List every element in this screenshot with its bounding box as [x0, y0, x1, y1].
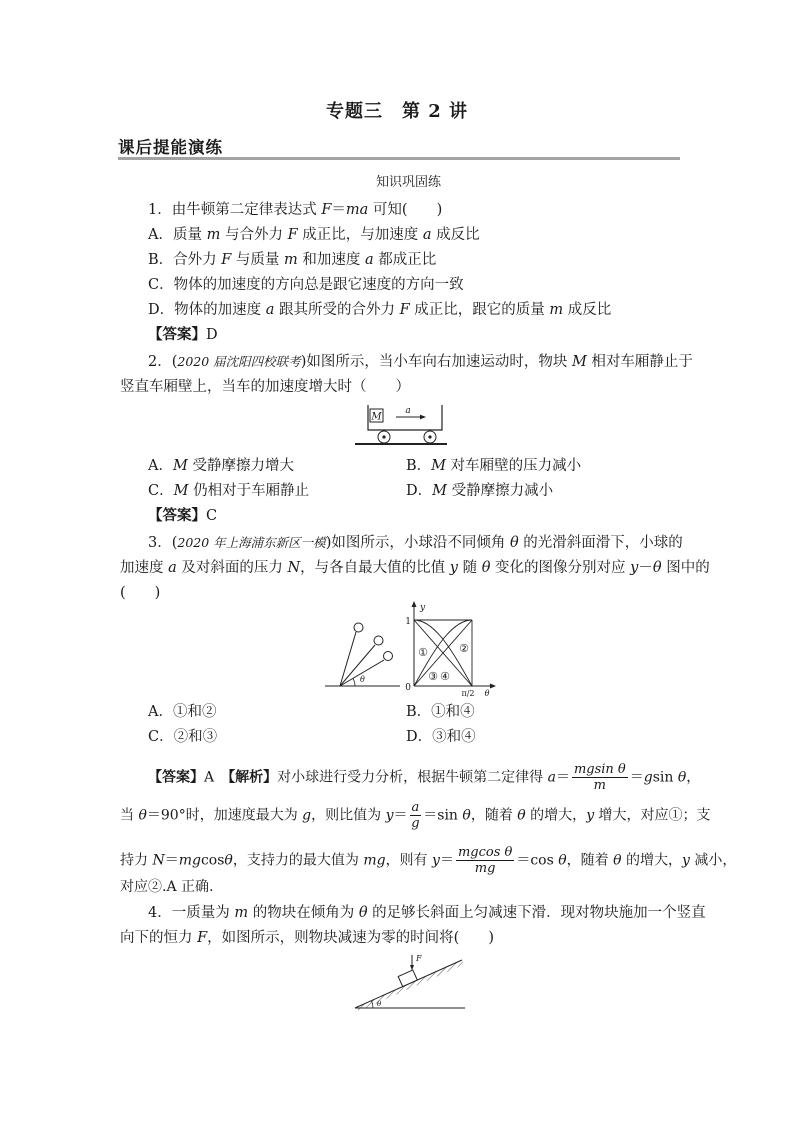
question-3-explanation-line-3 — [120, 845, 737, 876]
question-3-option-c — [148, 727, 217, 747]
text-run: D．物体的加速度 — [148, 302, 266, 318]
math-variable: F — [197, 930, 208, 946]
incline-balls-figure — [320, 615, 405, 695]
math-variable: θ — [481, 560, 491, 576]
ratio-graph-figure — [403, 600, 498, 700]
page-title: 专题三 第 2 讲 — [325, 101, 469, 122]
question-2-option-a — [148, 456, 294, 476]
origin-label: 0 — [405, 683, 411, 693]
math-variable: θ — [652, 560, 662, 576]
math-variable: a — [265, 302, 275, 318]
bold-label: 【答案】 — [148, 769, 204, 786]
source-note: 2020 年上海浦东新区一模 — [177, 535, 326, 550]
fraction-denominator: g — [411, 816, 420, 831]
question-1-option-a — [148, 225, 480, 245]
fraction-numerator: mgcos θ — [457, 845, 513, 860]
math-variable: mg — [178, 852, 201, 869]
text-run: ＝ — [164, 852, 179, 869]
text-run: 相对车厢静止于 — [586, 354, 693, 370]
text-run: 3．( — [148, 535, 178, 551]
text-run: 的足够长斜面上匀减速下滑．现对物块施加一个竖直 — [367, 905, 706, 921]
fraction — [456, 845, 514, 876]
question-3-explanation-line-2 — [120, 800, 711, 831]
text-run: ， — [686, 769, 701, 786]
curve-label-4: ④ — [440, 670, 450, 683]
text-run: 随 — [457, 560, 482, 576]
math-variable: θ — [613, 852, 622, 869]
front-wheel-axle — [428, 435, 431, 438]
text-run: 加速度 — [120, 560, 169, 576]
text-run: 受静摩擦力减小 — [447, 483, 554, 499]
text-run: B． — [406, 458, 432, 474]
math-variable: M — [173, 483, 189, 499]
fraction-denominator: mg — [474, 861, 496, 876]
text-run: ( ) — [120, 585, 161, 601]
text-run: ，支持力的最大值为 — [232, 852, 364, 869]
angle-label: θ — [377, 1000, 382, 1008]
question-3-explanation-line-4 — [120, 877, 213, 897]
question-2-option-d — [406, 481, 553, 501]
question-4-stem-line-1 — [148, 903, 706, 923]
text-run: ＝ — [439, 852, 454, 869]
text-run: D．③和④ — [406, 729, 476, 745]
text-run: 4．一质量为 — [148, 905, 235, 921]
math-variable: m — [284, 252, 298, 268]
math-variable: mg — [363, 852, 386, 869]
math-variable: m — [549, 302, 564, 318]
question-3-stem-line-2 — [120, 558, 710, 578]
question-1-stem — [148, 200, 442, 220]
text-run: 的光滑斜面滑下，小球的 — [518, 535, 683, 551]
math-variable: y — [449, 560, 458, 576]
text-run: C．物体的加速度的方向总是跟它速度的方向一致 — [148, 277, 464, 293]
section-divider — [118, 157, 680, 160]
medium-incline — [340, 645, 375, 686]
text-run: 变化的图像分别对应 — [490, 560, 631, 576]
text-run: ＝ — [555, 769, 570, 786]
text-run: 的增大， — [621, 852, 683, 869]
cart-figure — [350, 400, 450, 450]
text-run: )如图所示，小球沿不同倾角 — [325, 535, 510, 551]
text-run: ＝90°时，加速度最大为 — [146, 807, 303, 824]
question-2-option-b — [406, 456, 581, 476]
math-variable: F — [399, 302, 410, 318]
math-variable: a — [365, 252, 374, 268]
math-variable: a — [168, 560, 177, 576]
text-run: 持力 — [120, 852, 153, 869]
x-axis-label: θ — [484, 689, 490, 698]
question-3-stem-line-3 — [120, 583, 160, 603]
text-run: 1．由牛顿第二定律表达式 — [148, 202, 322, 218]
bold-label: 【答案】 — [148, 326, 206, 343]
bold-label: 【答案】 — [148, 507, 206, 524]
curve-label-2: ② — [459, 642, 469, 655]
subsection-heading: 知识巩固练 — [376, 175, 442, 190]
question-2-option-c — [148, 481, 309, 501]
math-variable: θ — [677, 769, 687, 786]
question-1-option-b — [148, 250, 436, 270]
question-3-explanation-line-1 — [148, 762, 701, 793]
text-run: 跟其所受的合外力 — [274, 302, 400, 318]
question-1-option-c — [148, 275, 464, 295]
acceleration-arrow-head — [420, 415, 426, 420]
text-run: 成正比，与加速度 — [297, 227, 423, 243]
text-run: B．①和④ — [406, 704, 475, 720]
ball-2 — [374, 636, 383, 645]
question-3-option-d — [406, 727, 476, 747]
question-1-answer — [148, 325, 218, 345]
source-note: 2020 届沈阳四校联考 — [177, 354, 301, 369]
question-4-stem-line-2 — [120, 928, 494, 948]
text-run: 及对斜面的压力 — [176, 560, 288, 576]
y-tick-one: 1 — [405, 617, 411, 627]
fraction — [410, 800, 422, 831]
bold-label: 【解析】 — [228, 769, 278, 786]
math-variable: θ — [517, 807, 526, 824]
math-variable: θ — [138, 807, 147, 824]
question-2-answer — [148, 506, 217, 526]
x-axis-arrow — [490, 684, 496, 689]
math-variable: M — [571, 354, 587, 370]
text-run: 与合外力 — [220, 227, 288, 243]
math-variable: y — [682, 852, 690, 869]
text-run: B．合外力 — [148, 252, 222, 268]
math-variable: m — [234, 905, 249, 921]
math-variable: N — [287, 560, 301, 576]
text-run: ，如图所示，则物块减速为零的时间将( ) — [207, 930, 494, 946]
curve-label-1: ① — [418, 646, 428, 659]
text-run: 的物块在倾角为 — [248, 905, 359, 921]
text-run: A．质量 — [148, 227, 207, 243]
text-run: ，与各自最大值的比值 — [300, 560, 450, 576]
math-variable: θ — [462, 807, 471, 824]
text-run: ，则有 — [385, 852, 433, 869]
math-variable: m — [206, 227, 221, 243]
math-variable: y — [630, 560, 639, 576]
acceleration-label: a — [405, 406, 411, 416]
question-3-stem-line-1 — [148, 533, 683, 553]
text-run: 当 — [120, 807, 139, 824]
text-run: )如图所示，当小车向右加速运动时，物块 — [300, 354, 572, 370]
y-axis-label: y — [420, 603, 426, 613]
text-run: ＝cos — [516, 852, 559, 869]
text-run: 都成正比 — [373, 252, 437, 268]
math-variable: y — [432, 852, 440, 869]
math-variable: y — [586, 807, 595, 824]
text-run: 与质量 — [231, 252, 285, 268]
text-run: ＝sin — [423, 807, 463, 824]
text-run: 成反比 — [431, 227, 480, 243]
text-run: 减小， — [689, 852, 737, 869]
text-run: sin — [652, 769, 678, 786]
math-variable: F — [321, 202, 332, 218]
text-run: C．②和③ — [148, 729, 218, 745]
text-run: 向下的恒力 — [120, 930, 198, 946]
text-run: － — [638, 560, 653, 576]
text-run: C． — [148, 483, 174, 499]
text-run: D — [206, 327, 218, 343]
text-run: A． — [148, 458, 173, 474]
text-run: ，则比值为 — [311, 807, 386, 824]
text-run: 竖直车厢壁上，当车的加速度增大时（ ） — [120, 379, 410, 395]
text-run: 可知( ) — [368, 202, 443, 218]
text-run: 和加速度 — [297, 252, 366, 268]
text-run: 受静摩擦力增大 — [187, 458, 294, 474]
text-run: ＝ — [629, 769, 644, 786]
text-run: ，随着 — [470, 807, 518, 824]
question-3-option-b — [406, 702, 475, 722]
question-2-stem-line-2 — [120, 377, 410, 397]
text-run: 的增大， — [525, 807, 587, 824]
question-3-option-a — [148, 702, 216, 722]
text-run: A — [204, 769, 229, 786]
math-variable: M — [432, 483, 447, 499]
math-variable: θ — [358, 905, 368, 921]
math-variable: a — [547, 769, 556, 786]
ball-3 — [384, 652, 393, 661]
math-variable: g — [302, 807, 312, 824]
text-run: ＝ — [393, 807, 408, 824]
text-run: 仍相对于车厢静止 — [188, 483, 310, 499]
math-variable: θ — [509, 535, 519, 551]
math-variable: θ — [224, 852, 233, 869]
fraction-numerator: mgsin θ — [573, 762, 626, 777]
math-variable: N — [152, 852, 165, 869]
math-variable: F — [287, 227, 298, 243]
math-variable: M — [172, 458, 188, 474]
text-run: cos — [200, 852, 225, 869]
text-run: A．①和② — [148, 704, 217, 720]
question-2-stem-line-1 — [148, 352, 693, 372]
section-heading: 课后提能演练 — [118, 138, 223, 157]
text-run: 对小球进行受力分析，根据牛顿第二定律得 — [277, 769, 548, 786]
math-variable: ma — [345, 202, 369, 218]
y-axis-arrow — [412, 601, 417, 607]
text-run: C — [206, 508, 218, 524]
math-variable: g — [643, 769, 653, 786]
text-run: 成反比 — [563, 302, 612, 318]
block-label: M — [371, 411, 382, 423]
text-run: 成正比，跟它的质量 — [409, 302, 550, 318]
ball-1 — [354, 623, 363, 632]
math-variable: M — [431, 458, 447, 474]
math-variable: θ — [558, 852, 567, 869]
fraction-denominator: m — [593, 778, 606, 793]
slope-block-figure — [350, 950, 470, 1015]
x-tick-half-pi: π/2 — [461, 689, 475, 698]
text-run: D． — [406, 483, 433, 499]
text-run: ＝ — [331, 202, 346, 218]
question-1-option-d — [148, 300, 611, 320]
curve-label-3: ③ — [428, 670, 438, 683]
math-variable: y — [385, 807, 394, 824]
rear-wheel-axle — [382, 435, 385, 438]
text-run: ，随着 — [566, 852, 614, 869]
math-variable: a — [422, 227, 432, 243]
text-run: 2．( — [148, 354, 178, 370]
fraction-numerator: a — [411, 800, 420, 815]
slope-hatching — [355, 960, 464, 1011]
text-run: 对车厢壁的压力减小 — [446, 458, 582, 474]
text-run: 对应②.A 正确. — [120, 879, 214, 895]
force-label: F — [416, 954, 422, 963]
angle-label: θ — [360, 675, 365, 684]
force-arrow-head — [410, 965, 414, 971]
text-run: 图中的 — [661, 560, 710, 576]
math-variable: F — [221, 252, 232, 268]
text-run: 增大，对应①；支 — [594, 807, 711, 824]
fraction — [572, 762, 628, 793]
angle-arc — [353, 679, 355, 687]
